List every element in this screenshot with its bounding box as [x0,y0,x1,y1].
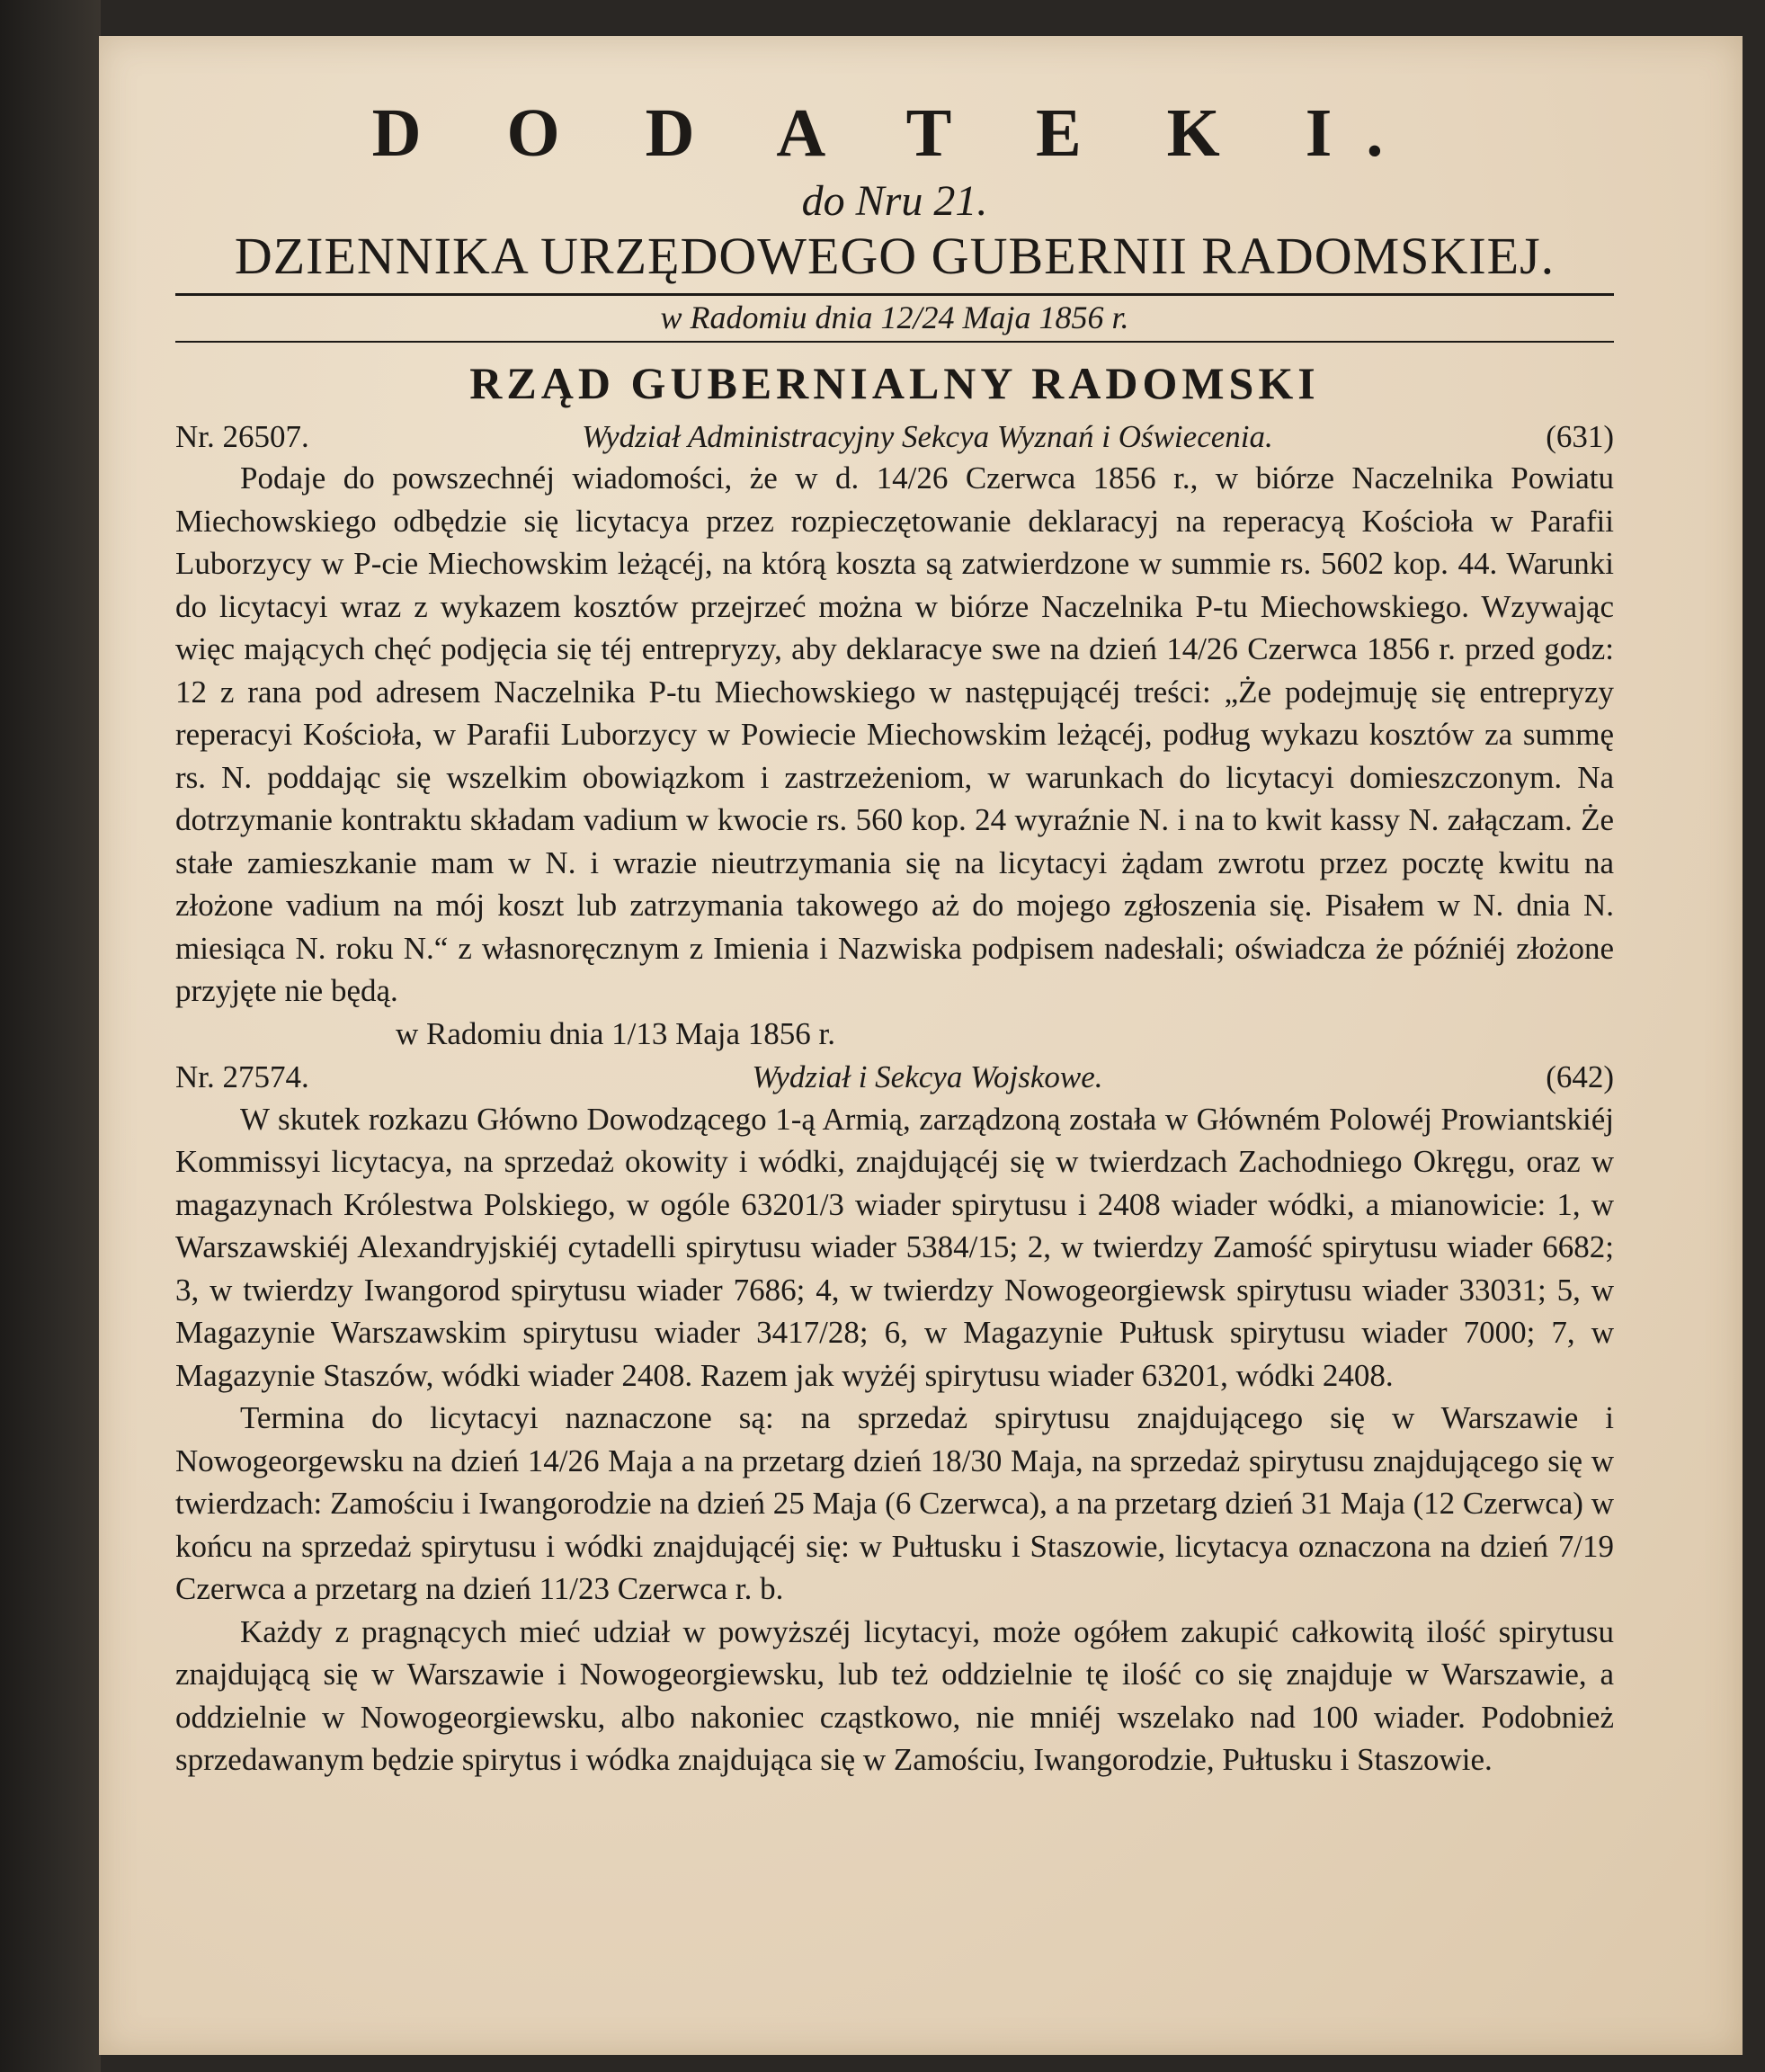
entry-header-27574 [175,1057,1614,1098]
entry-section: Wydział Administracyjny Sekcya Wyznań i Oświecenia. [582,418,1273,454]
entry-paragraph: Podaje do powszechnéj wiadomości, że w d. 14/26 Czerwca 1856 r., w biórze Naczelnika Powiatu Miechowskiego odbędzie się licytacya przez rozpieczętowanie deklaracyj na reperacyą Kościoła w Parafii Luborzycy w P-cie Miechowskim leżącéj, na którą koszta są zatwierdzone w summie rs. 5602 kop. 44. Warunki do licytacyi wraz z wykazem kosztów przejrzeć można w biórze Naczelnika P-tu Miechowskiego. Wzywając więc mających chęć podjęcia się téj entrepryzy, aby deklaracye swe na dzień 14/26 Czerwca 1856 r. przed godz: 12 z rana pod adresem Naczelnika P-tu Miechowskiego w następującéj treści: „Że podejmuję się entrepryzy reperacyi Kościoła, w Parafii Luborzycy w Powiecie Miechowskim leżącéj, podług wykazu kosztów za summę rs. N. poddając się wszelkim obowiązkom i zastrzeżeniom, w warunkach do licytacyi domieszczonym. Na dotrzymanie kontraktu składam vadium w kwocie rs. 560 kop. 24 wyraźnie N. i na to kwit kassy N. załączam. Że stałe zamieszkanie mam w N. i wrazie nieutrzymania się na licytacyi żądam zwrotu przez pocztę kwitu na złożone vadium na mój koszt lub zatrzymania takowego aż do mojego zgłoszenia się. Pisałem w N. dnia N. miesiąca N. roku N.“ z własnoręcznym z Imienia i Nazwiska podpisem nadesłali; oświadcza że późniéj złożone przyjęte nie będą. [175,460,1614,1009]
entry-ref: (642) [1546,1059,1614,1095]
header-rule-bottom [175,341,1614,343]
office-heading: RZĄD GUBERNIALNY RADOMSKI [469,357,1320,408]
entry-closing-date: w Radomiu dnia 1/13 Maja 1856 r. [396,1015,835,1051]
entry-paragraph: Każdy z pragnących mieć udział w powyższéj licytacyi, może ogółem zakupić całkowitą ilość spirytusu znajdującą się w Warszawie i Nowogeorgiewsku, lub też oddzielnie tę ilość co się znajduje w Warszawie, a oddzielnie w Nowogeorgiewsku, albo nakoniec cząstkowo, nie mniéj wszelako nad 100 wiader. Podobnież sprzedawanym będzie spirytus i wódka znajdująca się w Zamościu, Iwangorodzie, Pułtusku i Staszowie. [175,1613,1614,1778]
journal-title: DZIENNIKA URZĘDOWEGO GUBERNII RADOMSKIEJ. [234,227,1556,285]
scan-background-edge [0,0,101,2072]
entry-header-26507 [175,416,1614,458]
entry-ref: (631) [1546,418,1614,454]
supplement-title: D O D A T E K I. [371,95,1418,171]
issue-number: do Nru 21. [801,177,988,225]
entry-paragraph: Termina do licytacyi naznaczone są: na sprzedaż spirytusu znajdującego się w Warszawie i Nowogeorgewsku na dzień 14/26 Maja a na przetarg dzień 18/30 Maja, na sprzedaż spirytusu znajdującego się w twierdzach: Zamościu i Iwangorodzie na dzień 25 Maja (6 Czerwca), a na przetarg dzień 31 Maja (12 Czerwca) w końcu na sprzedaż spirytusu i wódki znajdującéj się: w Pułtusku i Staszowie, licytacya oznaczona na dzień 7/19 Czerwca a przetarg na dzień 11/23 Czerwca r. b. [175,1400,1614,1607]
entry-section: Wydział i Sekcya Wojskowe. [752,1059,1103,1095]
page-content [175,90,1614,1782]
entry-number: Nr. 27574. [175,1059,309,1095]
publication-date: w Radomiu dnia 12/24 Maja 1856 r. [660,299,1129,335]
document-page [99,36,1743,2055]
header-rule-top [175,293,1614,296]
entry-number: Nr. 26507. [175,418,309,454]
entry-paragraph: W skutek rozkazu Główno Dowodzącego 1-ą Armią, zarządzoną została w Główném Polowéj Prowiantskiéj Kommissyi licytacya, na sprzedaż okowity i wódki, znajdującéj się w twierdzach Zachodniego Okręgu, oraz w magazynach Królestwa Polskiego, w ogóle 63201/3 wiader spirytusu i 2408 wiader wódki, a mianowicie: 1, w Warszawskiéj Alexandryjskiéj cytadelli spirytusu wiader 5384/15; 2, w twierdzy Zamość spirytusu wiader 6682; 3, w twierdzy Iwangorod spirytusu wiader 7686; 4, w twierdzy Nowogeorgiewsk spirytusu wiader 33031; 5, w Magazynie Warszawskim spirytusu wiader 3417/28; 6, w Magazynie Pułtusk spirytusu wiader 7000; 7, w Magazynie Staszów, wódki wiader 2408. Razem jak wyżéj spirytusu wiader 63201, wódki 2408. [175,1101,1614,1393]
